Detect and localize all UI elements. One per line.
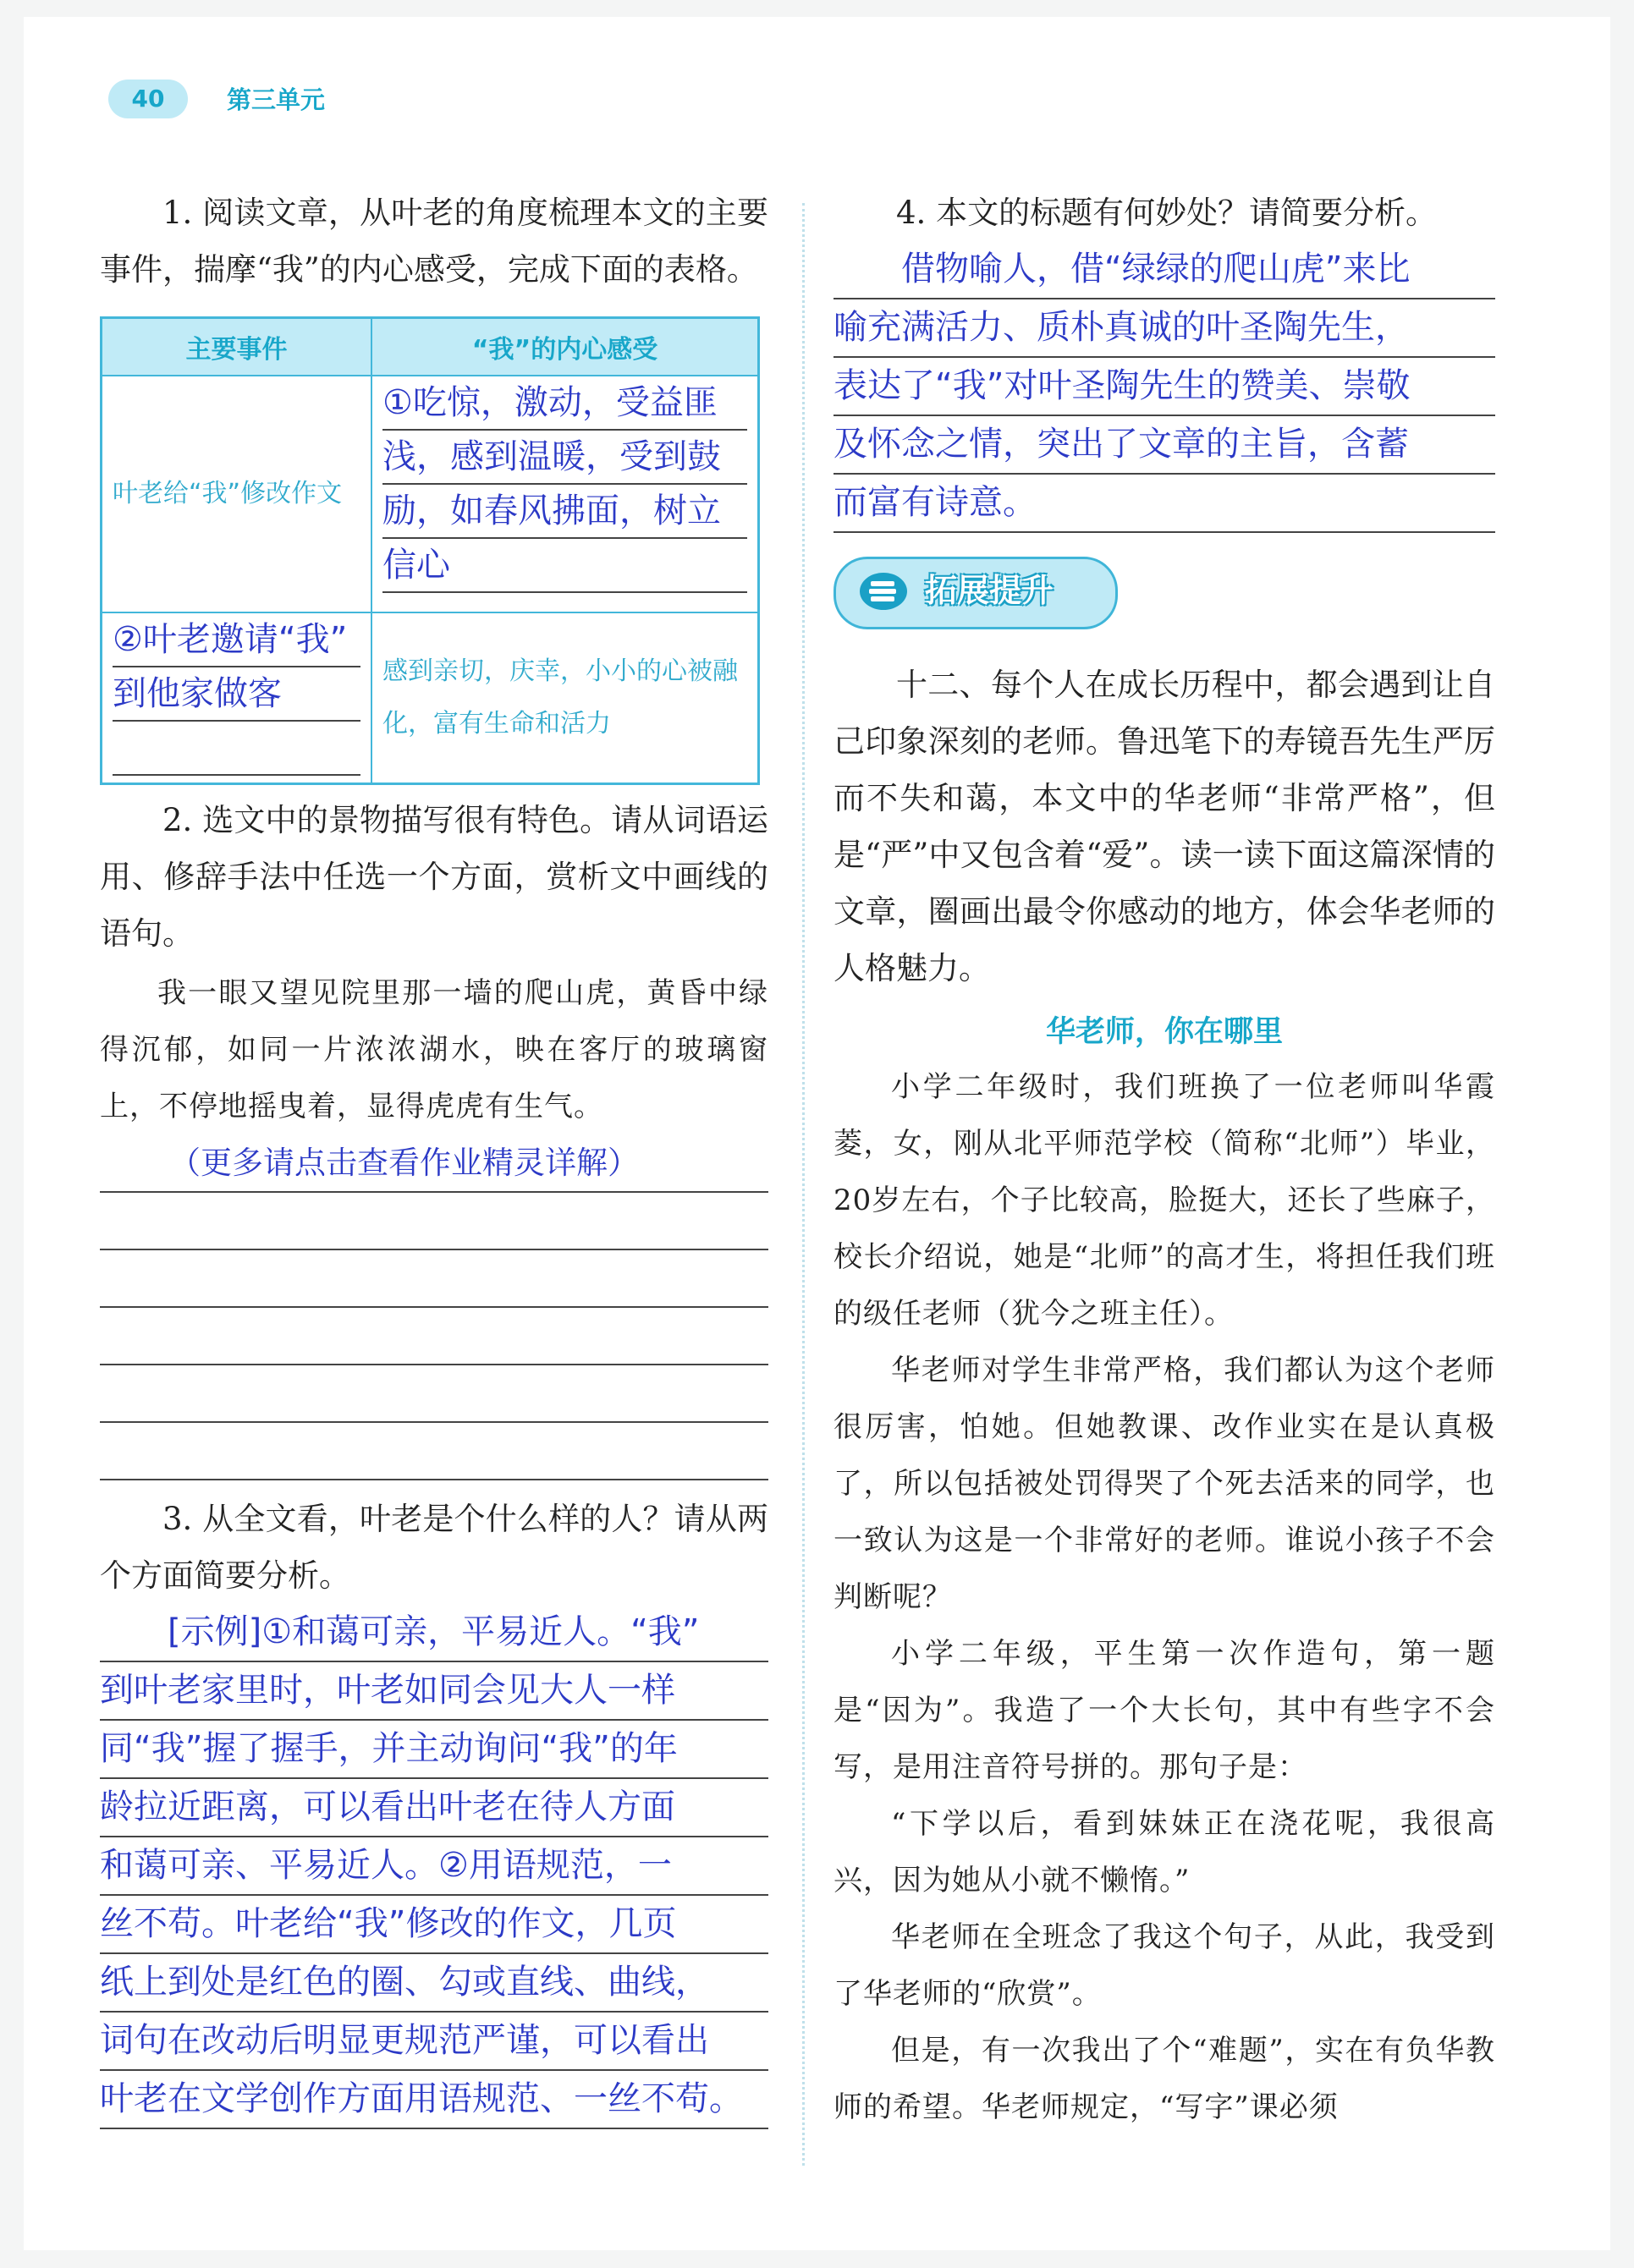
section-title: 拓展提升 bbox=[925, 572, 1054, 609]
books-icon bbox=[859, 572, 908, 611]
blank-answer-line bbox=[100, 1423, 768, 1480]
section-banner bbox=[834, 557, 1495, 629]
answer-line: 叶老在文学创作方面用语规范、一丝不苟。 bbox=[100, 2071, 768, 2129]
row1-feeling-answer bbox=[382, 376, 747, 593]
question-1: 1. 阅读文章，从叶老的角度梳理本文的主要事件，揣摩“我”的内心感受，完成下面的表格。 bbox=[100, 195, 768, 288]
article-paragraph: 但是，有一次我出了个“难题”，实在有负华教师的希望。华老师规定，“写字”课必须 bbox=[834, 2034, 1495, 2124]
table-header-events: 主要事件 bbox=[102, 318, 372, 376]
unit-title: 第三单元 bbox=[227, 85, 326, 114]
answer-line: 丝不苟。叶老给“我”修改的作文，几页 bbox=[100, 1896, 768, 1954]
blank-answer-line bbox=[100, 1308, 768, 1365]
article-paragraph: 小学二年级，平生第一次作造句，第一题是“因为”。我造了一个大长句，其中有些字不会写，是用注音符号拼的。那句子是： bbox=[834, 1637, 1495, 1784]
right-column bbox=[834, 184, 1495, 2136]
answer-line: 借物喻人，借“绿绿的爬山虎”来比 bbox=[834, 241, 1495, 299]
article-title: 华老师，你在哪里 bbox=[1045, 1015, 1283, 1049]
answer-line: 龄拉近距离，可以看出叶老在待人方面 bbox=[100, 1779, 768, 1837]
article-paragraph: “下学以后，看到妹妹正在浇花呢，我很高兴，因为她从小就不懒惰。” bbox=[834, 1807, 1495, 1897]
blank-answer-line bbox=[100, 1365, 768, 1423]
answer-line: 和蔼可亲、平易近人。②用语规范，一 bbox=[100, 1837, 768, 1896]
answer-line: 表达了“我”对叶圣陶先生的赞美、崇敬 bbox=[834, 358, 1495, 416]
left-column bbox=[100, 184, 768, 2129]
answer-line: [示例]①和蔼可亲，平易近人。“我” bbox=[100, 1604, 768, 1662]
blank-answer-line bbox=[100, 1193, 768, 1250]
answer-line: 纸上到处是红色的圈、勾或直线、曲线， bbox=[100, 1954, 768, 2013]
article-paragraph: 华老师在全班念了我这个句子，从此，我受到了华老师的“欣赏”。 bbox=[834, 1920, 1495, 2011]
question-3-answer bbox=[100, 1604, 768, 2129]
article-paragraph: 华老师对学生非常严格，我们都认为这个老师很厉害，怕她。但她教课、改作业实在是认真极了，所以包括被处罚得哭了个死去活来的同学，也一致认为这是一个非常好的老师。谁说小孩子不会判断呢？ bbox=[834, 1354, 1495, 1614]
events-feelings-table bbox=[100, 316, 760, 785]
table-header-feelings: “我”的内心感受 bbox=[371, 318, 759, 376]
row2-event-answer bbox=[113, 613, 360, 776]
question-2: 2. 选文中的景物描写很有特色。请从词语运用、修辞手法中任选一个方面，赏析文中画线的语句。 bbox=[100, 802, 768, 952]
row1-event: 叶老给“我”修改作文 bbox=[113, 479, 343, 508]
answer-line: 信心 bbox=[382, 539, 747, 593]
question-4: 4. 本文的标题有何妙处？请简要分析。 bbox=[896, 195, 1438, 231]
column-divider bbox=[802, 203, 805, 2166]
answer-line: 励，如春风拂面，树立 bbox=[382, 485, 747, 539]
question-4-answer bbox=[834, 241, 1495, 533]
row2-feeling: 感到亲切，庆幸，小小的心被融化，富有生命和活力 bbox=[382, 656, 738, 739]
question-3: 3. 从全文看，叶老是个什么样的人？请从两个方面简要分析。 bbox=[100, 1501, 768, 1594]
answer-line: 而富有诗意。 bbox=[834, 475, 1495, 533]
answer-line: ②叶老邀请“我” bbox=[113, 613, 360, 667]
answer-line: 到叶老家里时，叶老如同会见大人一样 bbox=[100, 1662, 768, 1721]
answer-line: 到他家做客 bbox=[113, 667, 360, 722]
article-paragraph: 小学二年级时，我们班换了一位老师叫华霞菱，女，刚从北平师范学校（简称“北师”）毕业，20岁左右，个子比较高，脸挺大，还长了些麻子，校长介绍说，她是“北师”的高才生，将担任我们班的级任老师（犹今之班主任）。 bbox=[834, 1070, 1495, 1331]
answer-line: 词句在改动后明显更规范严谨，可以看出 bbox=[100, 2013, 768, 2071]
answer-line-blank bbox=[113, 722, 360, 776]
view-more-link[interactable]: （更多请点击查看作业精灵详解） bbox=[100, 1135, 768, 1193]
question-12: 十二、每个人在成长历程中，都会遇到让自己印象深刻的老师。鲁迅笔下的寿镜吾先生严厉而不失和蔼，本文中的华老师“非常严格”，但是“严”中又包含着“爱”。读一读下面这篇深情的文章，圈画出最令你感动的地方，体会华老师的人格魅力。 bbox=[834, 667, 1495, 986]
answer-line: ①吃惊，激动，受益匪 bbox=[382, 376, 747, 431]
answer-line: 浅，感到温暖，受到鼓 bbox=[382, 431, 747, 485]
answer-line: 喻充满活力、质朴真诚的叶圣陶先生， bbox=[834, 299, 1495, 358]
page-number-badge: 40 bbox=[108, 80, 188, 118]
blank-answer-line bbox=[100, 1250, 768, 1308]
answer-line: 及怀念之情，突出了文章的主旨，含蓄 bbox=[834, 416, 1495, 475]
answer-line: 同“我”握了握手，并主动询问“我”的年 bbox=[100, 1721, 768, 1779]
question-2-passage: 我一眼又望见院里那一墙的爬山虎，黄昏中绿得沉郁，如同一片浓浓湖水，映在客厅的玻璃窗上，不停地摇曳着，显得虎虎有生气。 bbox=[100, 976, 768, 1123]
